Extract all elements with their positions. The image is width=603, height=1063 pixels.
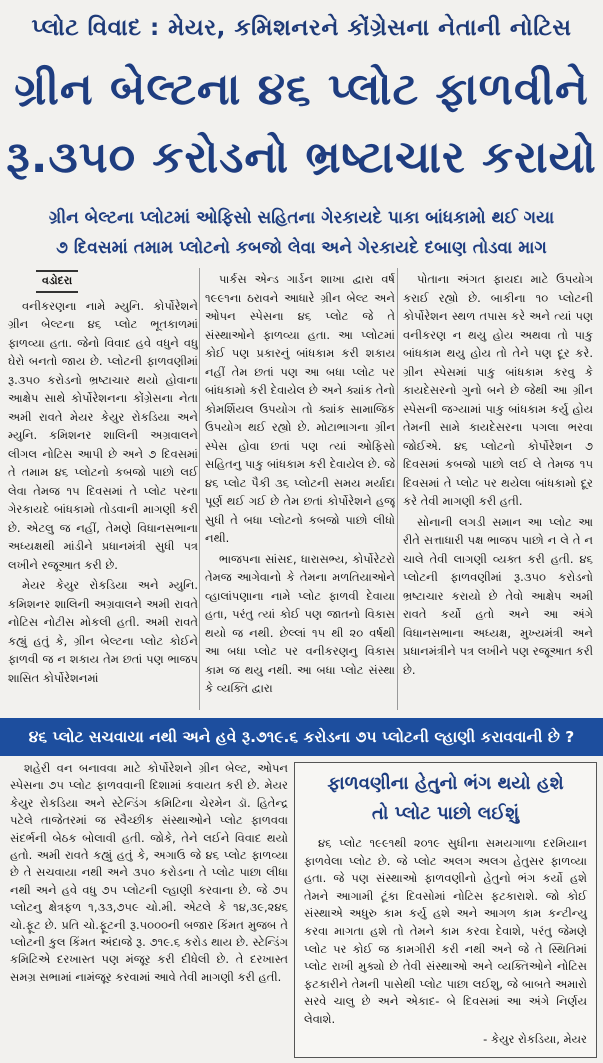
- column-divider: [199, 268, 200, 710]
- section-banner: ૪૬ પ્લોટ સચવાયા નથી અને હવે રૂ.૭૧૯.૬ કરોડના ૭૫ પ્લોટની લ્હાણી કરાવવાની છે ?: [0, 718, 603, 756]
- quote-heading-line-1: ફાળવણીના હેતુનો ભંગ થયો હશે: [327, 773, 564, 794]
- article-paragraph: પાર્કસ એન્ડ ગાર્ડન શાખા દ્વારા વર્ષ ૧૯૯૧ના ઠરાવને આધારે ગ્રીન બેલ્ટ અને ઓપન સ્પેસના ૪૬ પ્લોટ જે તે સંસ્થાઓને ફાળવ્યા હતા. આ પ્લોટમાં કોઈ પણ પ્રકારનું બાંધકામ કરી શકાય નહીં તેમ છતાં પણ આ બધા પ્લોટ પર બાંધકામો કરી દેવાયેલ છે અને ક્યાંક તેનો કોમર્શિયલ ઉપયોગ તો ક્યાંક સામાજિક ઉપયોગ થઈ રહ્યો છે. મોટાભાગના ગ્રીન સ્પેસ હોવા છતાં પણ ત્યાં ઓફિસો સહિતનુ પાકુ બાંધકામ કરી દેવાયેલ છે. જે ૪૬ પ્લોટ પૈકી ૩૬ પ્લોટની સમય મર્યાદા પૂર્ણ થઈ ગઈ છે તેમ છતાં કોર્પોરેશને હજૂ સુધી તે બધા પ્લોટનો કબજો પાછો લીધો નથી.: [205, 272, 395, 545]
- quote-signature: - કેયુર રોકડિયા, મેયર: [483, 1031, 587, 1046]
- quote-heading-line-2: તો પ્લોટ પાછો લઈશું: [371, 803, 520, 824]
- article-paragraph: સોનાની લગડી સમાન આ પ્લોટ આ રીતે સત્તાધારી પક્ષ ભાજપ પાછો ન લે તે ન ચાલે તેવી લાગણી વ્યક્ત કરી હતી. ૪૬ પ્લોટની ફાળવણીમાં રૂ.૩૫૦ કરોડનો ભ્રષ્ટાચાર કરાયો છે તેવો આક્ષેપ અમી રાવતે કર્યો હતો અને આ અંગે વિધાનસભાના અધ્યક્ષ, મુખ્યમંત્રી અને પ્રધાનમંત્રીને પત્ર લખીને પણ રજૂઆત કરી છે.: [403, 514, 593, 677]
- quote-body: [304, 835, 587, 1029]
- dateline: વડોદરા: [36, 270, 78, 293]
- bottom-article: [10, 760, 288, 1060]
- quote-paragraph: ૪૬ પ્લોટ ૧૯૯૧થી ૨૦૧૯ સુધીના સમયગાળા દરમિયાન ફાળવેલા પ્લોટ છે. જે પ્લોટ અલગ અલગ હેતુસર ફાળવ્યા હતા. જે પણ સંસ્થાઓ ફાળવણીનો હેતુનો ભંગ કર્યો હશે તેમને આગામી ટૂંકા દિવસોમાં નોટિસ ફટકારાશે. જો કોઈ સંસ્થાએ અધુરુ કામ કર્યુ હશે અને આગળ કામ કન્ટીન્યુ કરવા માગતા હશે તો તેમને કામ કરવા દેવાશે, પરંતુ જેમણે પ્લોટ પર કોઈ જ કામગીરી કરી નથી અને જે તે સ્થિતિમાં પ્લોટ રાખી મુક્યો છે તેવી સંસ્થાઓ અને વ્યક્તિઓને નોટિસ ફટકારીને તેમની પાસેથી પ્લોટ પાછા લઈશુ, જે બાબતે અમારો સરવે ચાલુ છે અને એકાદ- બે દિવસમાં આ અંગે નિર્ણય લેવાશે.: [304, 836, 587, 1026]
- subdeck-line-1: ગ્રીન બેલ્ટના પ્લોટમાં ઓફિસો સહિતના ગેરકાયદે પાકા બાંધકામો થઈ ગયા: [48, 208, 555, 228]
- article-paragraph: મેયર કેયુર રોકડિયા અને મ્યુનિ. કમિશનર શાલિની અગ્રવાલને અમી રાવતે નોટિસ નોટીસ મોકલી હતી. અમી રાવતે કહ્યું હતું કે, ગ્રીન બેલ્ટના પ્લોટ કોઈને ફાળવી જ ન શકાય તેમ છતાં પણ ભાજપ શાસિત કોર્પોરેશનમાં: [8, 578, 198, 685]
- quote-box: [294, 762, 597, 1058]
- article-paragraph: ભાજપના સાંસદ, ધારાસભ્ય, કોર્પોરેટરો તેમજ આગેવાનો કે તેમના મળતિયાઓને વ્હાલાંપણાના નામે પ્લોટ ફાળવી દેવાયા હતા, પરંતુ ત્યાં કોઈ પણ જાતનો વિકાસ થયો જ નથી. છેલ્લાં ૧૫ થી ૨૦ વર્ષથી આ બધા પ્લોટ પર વનીકરણનુ વિકાસ કામ જ થયુ નથી. આ બધા પ્લોટ સંસ્થા કે વ્યક્તિ દ્વારા: [205, 551, 395, 695]
- article-column-3: [403, 270, 593, 710]
- article-column-1: [8, 270, 198, 710]
- article-column-2: [205, 270, 395, 710]
- headline-line-2: રૂ.૩૫૦ કરોડનો ભ્રષ્ટાચાર કરાયો: [6, 132, 597, 183]
- article-paragraph: વનીકરણના નામે મ્યુનિ. કોર્પોરેશને ગ્રીન બેલ્ટના ૪૬ પ્લોટ ભૂતકાળમાં ફાળવ્યા હતા. જેનો વિવાદ હવે વધુને વધુ ઘેરો બનતો જાય છે. પ્લોટની ફાળવણીમાં રૂ.૩૫૦ કરોડનો ભ્રષ્ટાચાર થયો હોવાના આક્ષેપ સાથે કોર્પોરેશનના કોંગ્રેસના નેતા અમી રાવતે મેયર કેયુર રોકડિયા અને મ્યુનિ. કમિશનર શાલિની અગ્રવાલને લીગલ નોટિસ આપી છે અને ૭ દિવસમાં તે તમામ ૪૬ પ્લોટનો કબજો પાછો લઈ લેવા તેમજ ૧૫ દિવસમાં તે પ્લોટ પરના ગેરકાયદે બાંધકામો તોડવાની માગણી કરી છે. એટલુ જ નહીં, તેમણે વિધાનસભાના અધ્યક્ષથી માંડીને પ્રધાનમંત્રી સુધી પત્ર લખીને રજૂઆત કરી છે.: [8, 298, 198, 572]
- column-divider: [397, 268, 398, 710]
- kicker: પ્લોટ વિવાદ : મેયર, કમિશનરને કોંગ્રેસના નેતાની નોટિસ: [31, 15, 572, 41]
- headline-line-1: ગ્રીન બેલ્ટના ૪૬ પ્લોટ ફાળવીને: [14, 64, 589, 115]
- article-paragraph: પોતાના અંગત ફાયદા માટે ઉપયોગ કરાઈ રહ્યો છે. બાકીના ૧૦ પ્લોટની કોર્પોરેશન સ્થળ તપાસ કરે અને ત્યાં પણ વનીકરણ ન થયુ હોય અથવા તો પાકુ બાંધકામ થયુ હોય તો તેને પણ દૂર કરે. ગ્રીન સ્પેસમાં પાકુ બાંધકામ કરવુ કે કાયદેસરનો ગુનો બને છે જેથી આ ગ્રીન સ્પેસની જગ્યામાં પાકુ બાંધકામ કર્યુ હોય તેમની સામે કાયદેસરના પગલા ભરવા જોઈએ. ૪૬ પ્લોટનો કોર્પોરેશન ૭ દિવસમાં કબજો પાછો લઈ લે તેમજ ૧૫ દિવસમાં તે પ્લોટ પર થયેલા બાંધકામો દૂર કરે તેવી માગણી કરી હતી.: [403, 272, 593, 508]
- article-paragraph: શહેરી વન બનાવવા માટે કોર્પોરેશને ગ્રીન બેલ્ટ, ઓપન સ્પેસના ૭૫ પ્લોટ ફાળવવાની દિશામાં કવાયત કરી છે. મેયર કેયુર રોકડિયા અને સ્ટેન્ડિંગ કમિટિના ચેરમેન ડૉ. હિતેન્દ્ર પટેલે તાજેતરમાં જ સ્વૈચ્છીક સંસ્થાઓને પ્લોટ ફાળવવા સંદર્ભની બેઠક બોલાવી હતી. જોકે, તેને લઈને વિવાદ થયો હતો. અમી રાવતે કહ્યું હતું કે, અગાઉ જે ૪૬ પ્લોટ ફાળવ્યા છે તે સચવાયા નથી અને ૩૫૦ કરોડના તે પ્લોટ પાછા લીધા નથી અને હવે વધુ ૭૫ પ્લોટની લ્હાણી કરવાના છે. જે ૭૫ પ્લોટનુ ક્ષેત્રફળ ૧,૩૩,૭૫૯ ચો.મી. એટલે કે ૧૪,૩૯,૨૪૬ ચો.ફૂટ છે. પ્રતિ ચો.ફૂટની રૂ.૫૦૦૦ની બજાર કિંમત મુજબ તે પ્લોટની કુલ કિંમત અંદાજે રૂ. ૭૧૯.૬ કરોડ થાય છે. સ્ટેન્ડિંગ કમિટિએ દરખાસ્ત પણ મંજૂર કરી દીધેલી છે. તે દરખાસ્ત સમગ્ર સભામાં નામંજૂર કરવામાં આવે તેવી માગણી કરી હતી.: [10, 761, 288, 984]
- subdeck-line-2: ૭ દિવસમાં તમામ પ્લોટનો કબજો લેવા અને ગેરકાયદે દબાણ તોડવા માગ: [56, 238, 547, 258]
